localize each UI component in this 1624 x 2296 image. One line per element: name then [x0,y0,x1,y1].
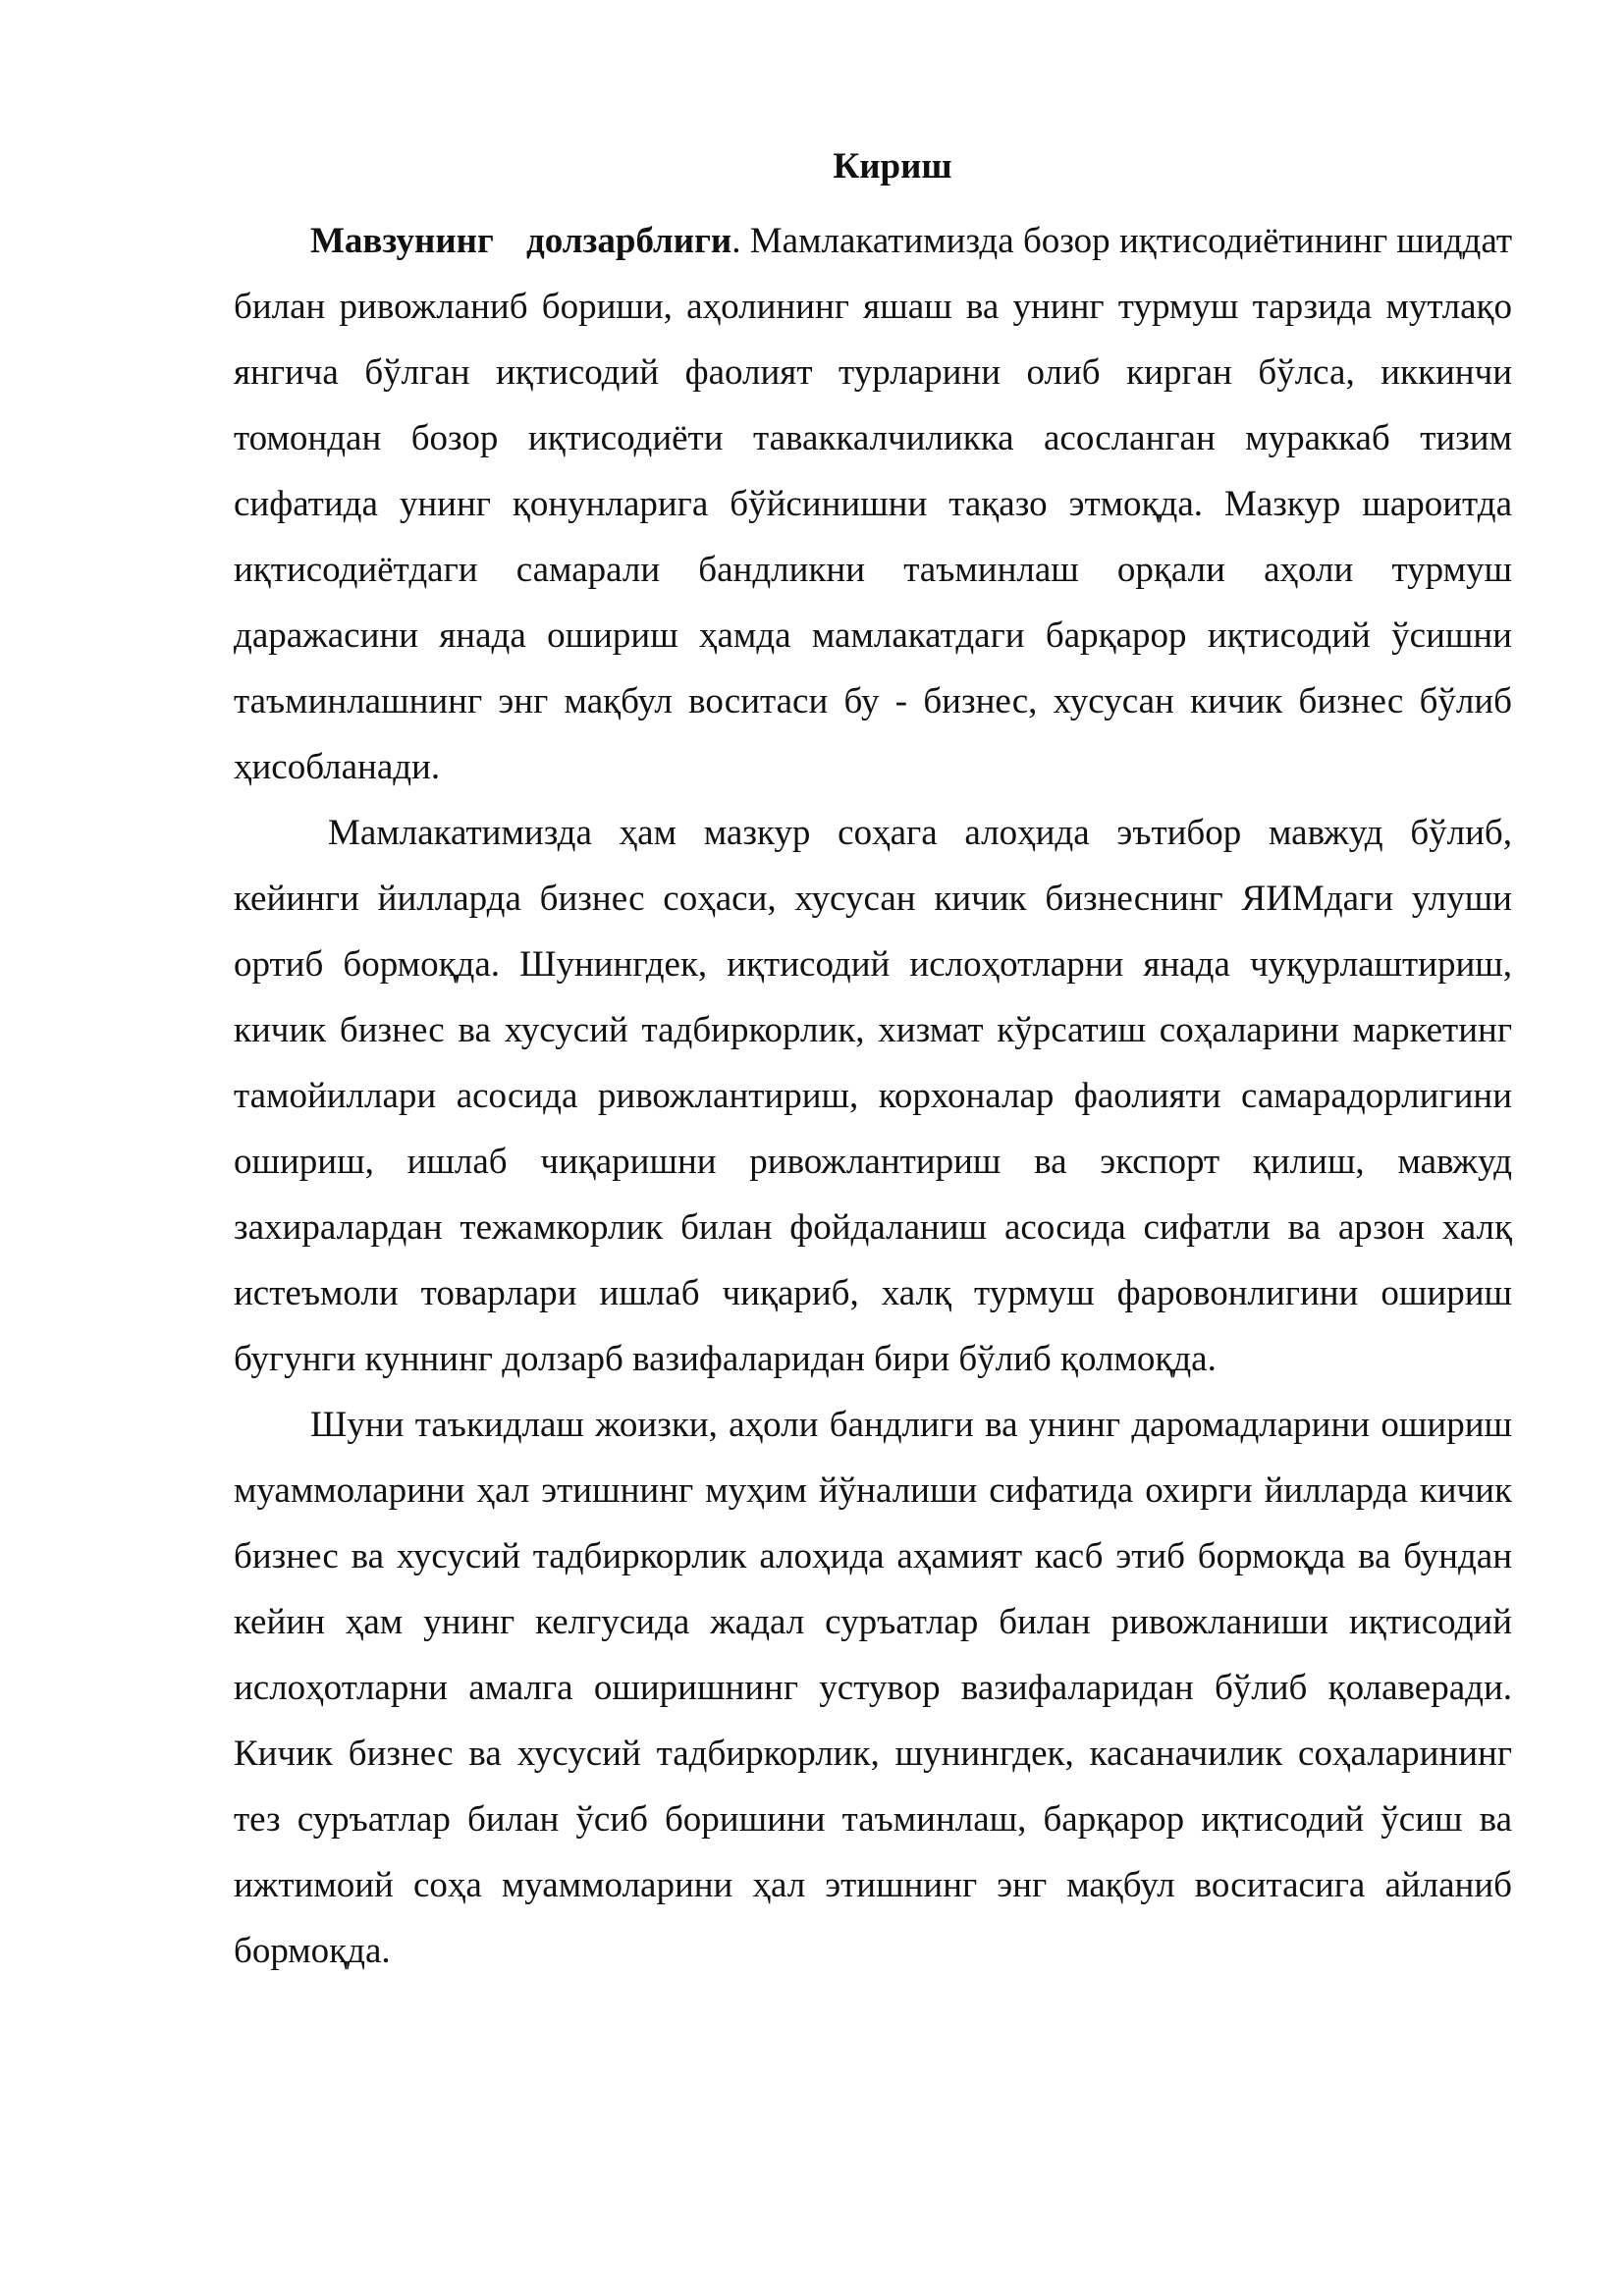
paragraph-text: . Мамлакатимизда бозор иқтисодиётининг шиддат билан ривожланиб бориши, аҳолининг яшаш ва унинг турмуш тарзида мутлақо янгича бўлган иқтисодий фаолият турларини олиб кирган бўлса, иккинчи томондан бозор иқтисодиёти таваккалчиликка асосланган мураккаб тизим сифатида унинг қонунларига бўйсинишни тақазо этмоқда. Мазкур шароитда иқтисодиётдаги самарали бандликни таъминлаш орқали аҳоли турмуш даражасини янада ошириш ҳамда мамлакатдаги барқарор иқтисодий ўсишни таъминлашнинг энг мақбул воситаси бу - бизнес, хусусан кичик бизнес бўлиб ҳисобланади. [234,221,1512,787]
paragraph-employment: Шуни таъкидлаш жоизки, аҳоли бандлиги ва унинг даромадларини ошириш муаммоларини ҳал этишнинг муҳим йўналиши сифатида охирги йилларда кичик бизнес ва хусусий тадбиркорлик алоҳида аҳамият касб этиб бормоқда ва бундан кейин ҳам унинг келгусида жадал суръатлар билан ривожланиши иқтисодий ислоҳотларни амалга оширишнинг устувор вазифаларидан бўлиб қолаверади. Кичик бизнес ва хусусий тадбиркорлик, шунингдек, касаначилик соҳаларининг тез суръатлар билан ўсиб боришини таъминлаш, барқарор иқтисодий ўсиш ва ижтимоий соҳа муаммоларини ҳал этишнинг энг мақбул воситасига айланиб бормоқда. [234,1405,1512,1971]
paragraph-state-attention: Мамлакатимизда ҳам мазкур соҳага алоҳида эътибор мавжуд бўлиб, кейинги йилларда бизнес соҳаси, хусусан кичик бизнеснинг ЯИМдаги улуши ортиб бормоқда. Шунингдек, иқтисодий ислоҳотларни янада чуқурлаштириш, кичик бизнес ва хусусий тадбиркорлик, хизмат кўрсатиш соҳаларини маркетинг тамойиллари асосида ривожлантириш, корхоналар фаолияти самарадорлигини ошириш, ишлаб чиқаришни ривожлантириш ва экспорт қилиш, мавжуд захиралардан тежамкорлик билан фойдаланиш асосида сифатли ва арзон халқ истеъмоли товарлари ишлаб чиқариб, халқ турмуш фаровонлигини ошириш бугунги куннинг долзарб вазифаларидан бири бўлиб қолмоқда. [234,813,1512,1379]
paragraph-relevance [234,208,1512,800]
paragraph-lead: Мавзунинг долзарблиги [310,221,732,261]
document-body [234,147,1512,1984]
page-title: Кириш [833,146,952,187]
